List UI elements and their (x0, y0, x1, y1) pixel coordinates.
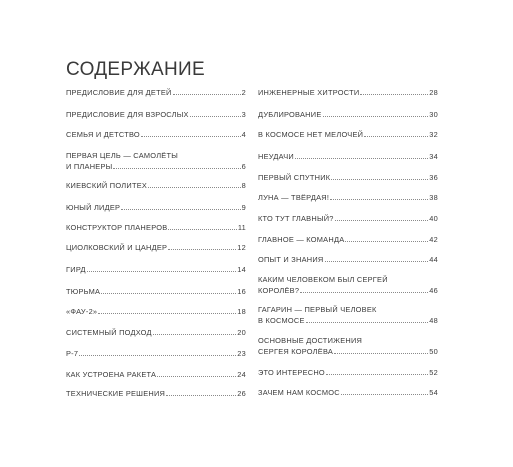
toc-entry-title: ПЕРВАЯ ЦЕЛЬ — САМОЛЁТЫ (66, 151, 179, 160)
toc-page-number: 16 (237, 287, 246, 296)
toc-entry-title: ТЕХНИЧЕСКИЕ РЕШЕНИЯ (66, 389, 166, 398)
toc-entry-title: КТО ТУТ ГЛАВНЫЙ? (258, 214, 334, 223)
toc-entry (258, 213, 438, 224)
toc-entry-title: ГАГАРИН — ПЕРВЫЙ ЧЕЛОВЕК (258, 305, 377, 314)
toc-page-number: 26 (237, 389, 246, 398)
toc-entry (66, 242, 246, 253)
toc-entry (258, 172, 438, 183)
toc-entry-title: ЛУНА — ТВЁРДАЯ! (258, 193, 330, 202)
toc-page-number: 8 (241, 181, 246, 190)
toc-page-number: 46 (429, 286, 438, 295)
toc-page-number: 48 (429, 316, 438, 325)
toc-entry-title: И ПЛАНЕРЫ (66, 162, 113, 171)
toc-page-number: 12 (237, 243, 246, 252)
toc-entry-title: ГЛАВНОЕ — КОМАНДА (258, 235, 345, 244)
dot-leader (79, 348, 236, 356)
toc-entry-title: КАК УСТРОЕНА РАКЕТА (66, 370, 157, 379)
toc-entry-title: В КОСМОСЕ (258, 316, 305, 325)
dot-leader (364, 129, 428, 137)
toc-page-number: 42 (429, 235, 438, 244)
dot-leader (101, 286, 236, 294)
dot-leader (331, 172, 428, 180)
dot-leader (190, 109, 241, 117)
dot-leader (98, 306, 236, 314)
toc-entry (258, 151, 438, 162)
toc-entry-title: КИЕВСКИЙ ПОЛИТЕХ (66, 181, 148, 190)
toc-entry (258, 109, 438, 120)
toc-entry (66, 286, 246, 297)
toc-page-number: 6 (241, 162, 246, 171)
dot-leader (87, 264, 237, 272)
toc-entry-title: НЕУДАЧИ (258, 152, 294, 161)
toc-entry-title: ОПЫТ И ЗНАНИЯ (258, 255, 324, 264)
toc-entry (66, 306, 246, 317)
toc-entry (258, 192, 438, 203)
toc-entry-title: В КОСМОСЕ НЕТ МЕЛОЧЕЙ (258, 130, 364, 139)
dot-leader (168, 222, 236, 230)
dot-leader (345, 234, 428, 242)
toc-entry-title: ИНЖЕНЕРНЫЕ ХИТРОСТИ (258, 88, 360, 97)
toc-entry-title: СЕРГЕЯ КОРОЛЁВА (258, 347, 334, 356)
toc-entry (258, 367, 438, 378)
toc-page-number: 34 (429, 152, 438, 161)
dot-leader (173, 87, 241, 95)
dot-leader (341, 387, 428, 395)
toc-entry (66, 180, 246, 191)
page-title: СОДЕРЖАНИЕ (66, 58, 205, 80)
toc-page-number: 20 (237, 328, 246, 337)
toc-page-number: 44 (429, 255, 438, 264)
dot-leader (300, 285, 428, 293)
toc-entry-title: ЦИОЛКОВСКИЙ И ЦАНДЕР (66, 243, 168, 252)
toc-page-number: 23 (237, 349, 246, 358)
dot-leader (306, 315, 429, 323)
toc-page-number: 54 (429, 388, 438, 397)
toc-page-number: 14 (237, 265, 246, 274)
toc-entry-title: СИСТЕМНЫЙ ПОДХОД (66, 328, 152, 337)
dot-leader (148, 180, 241, 188)
toc-entry (258, 305, 438, 326)
toc-entry-title: ПРЕДИСЛОВИЕ ДЛЯ ДЕТЕЙ (66, 88, 172, 97)
toc-entry-title: ЮНЫЙ ЛИДЕР (66, 203, 121, 212)
toc-entry (66, 369, 246, 380)
toc-entry (258, 129, 438, 140)
toc-entry-title: ГИРД (66, 265, 86, 274)
toc-entry-title: СЕМЬЯ И ДЕТСТВО (66, 130, 140, 139)
dot-leader (326, 367, 428, 375)
toc-page-number: 9 (241, 203, 246, 212)
toc-entry (66, 202, 246, 213)
toc-entry (258, 234, 438, 245)
toc-entry (66, 129, 246, 140)
toc-entry (66, 348, 246, 359)
toc-entry-title: ПРЕДИСЛОВИЕ ДЛЯ ВЗРОСЛЫХ (66, 110, 189, 119)
toc-page-number: 40 (429, 214, 438, 223)
toc-entry-title: «ФАУ-2» (66, 307, 98, 316)
toc-page-number: 24 (237, 370, 246, 379)
toc-entry (66, 151, 246, 172)
dot-leader (153, 327, 237, 335)
toc-entry (258, 254, 438, 265)
toc-entry (66, 87, 246, 98)
dot-leader (295, 151, 428, 159)
dot-leader (168, 242, 236, 250)
toc-entry (258, 87, 438, 98)
dot-leader (330, 192, 428, 200)
dot-leader (325, 254, 429, 262)
toc-page-number: 30 (429, 110, 438, 119)
dot-leader (113, 161, 240, 169)
toc-page-number: 28 (429, 88, 438, 97)
toc-entry-title: КОНСТРУКТОР ПЛАНЕРОВ (66, 223, 168, 232)
toc-page-number: 50 (429, 347, 438, 356)
toc-entry-title: ПЕРВЫЙ СПУТНИК (258, 173, 331, 182)
dot-leader (334, 346, 428, 354)
toc-entry (258, 387, 438, 398)
toc-entry-title: ТЮРЬМА (66, 287, 101, 296)
toc-page-number: 52 (429, 368, 438, 377)
dot-leader (335, 213, 429, 221)
toc-page-number: 36 (429, 173, 438, 182)
toc-entry-title: ЗАЧЕМ НАМ КОСМОС (258, 388, 340, 397)
toc-entry-title: КОРОЛЁВ? (258, 286, 300, 295)
toc-entry (66, 327, 246, 338)
dot-leader (121, 202, 240, 210)
dot-leader (323, 109, 429, 117)
toc-entry-title: ОСНОВНЫЕ ДОСТИЖЕНИЯ (258, 336, 363, 345)
toc-page-number: 18 (237, 307, 246, 316)
toc-entry (258, 336, 438, 357)
toc-page-number: 38 (429, 193, 438, 202)
toc-page-number: 3 (241, 110, 246, 119)
toc-entry-title: ЭТО ИНТЕРЕСНО (258, 368, 325, 377)
toc-entry (66, 264, 246, 275)
toc-entry-title: КАКИМ ЧЕЛОВЕКОМ БЫЛ СЕРГЕЙ (258, 275, 388, 284)
dot-leader (360, 87, 428, 95)
toc-entry-title: Р-7 (66, 349, 79, 358)
toc-entry (258, 275, 438, 296)
dot-leader (141, 129, 241, 137)
toc-page-number: 11 (237, 223, 246, 232)
toc-page-number: 32 (429, 130, 438, 139)
dot-leader (157, 369, 236, 377)
toc-entry (66, 109, 246, 120)
toc-entry (66, 388, 246, 399)
toc-entry-title: ДУБЛИРОВАНИЕ (258, 110, 322, 119)
toc-page-number: 2 (241, 88, 246, 97)
dot-leader (166, 388, 236, 396)
toc-page-number: 4 (241, 130, 246, 139)
toc-entry (66, 222, 246, 233)
